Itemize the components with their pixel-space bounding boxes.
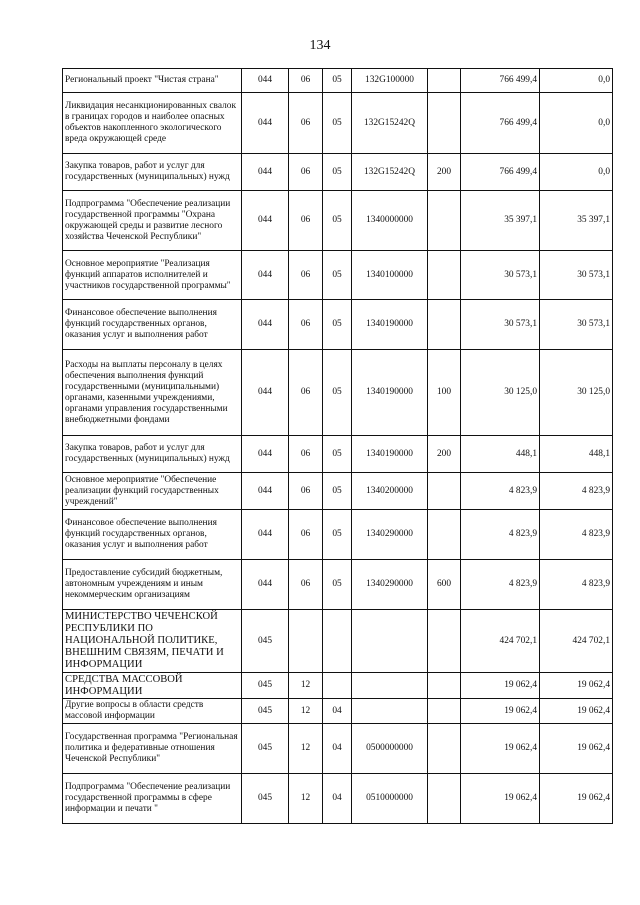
row-ministry-code: 044 (242, 473, 289, 510)
row-name: Подпрограмма "Обеспечение реализации государственной программы "Охрана окружающей среды и развитие лесного хозяйства Чеченской Республики" (63, 191, 242, 251)
row-sum-second: 19 062,4 (540, 774, 613, 824)
row-subsection-code: 05 (323, 69, 352, 93)
row-name: Ликвидация несанкционированных свалок в границах городов и наиболее опасных объектов накопленного экологического вреда окружающей среде (63, 93, 242, 154)
row-section-code: 06 (289, 93, 323, 154)
row-ministry-code: 044 (242, 510, 289, 560)
row-sum-first: 4 823,9 (461, 560, 540, 610)
row-target-code: 1340190000 (352, 436, 428, 473)
row-ministry-code: 044 (242, 191, 289, 251)
row-target-code: 1340290000 (352, 560, 428, 610)
row-sum-second: 0,0 (540, 69, 613, 93)
row-target-code (352, 673, 428, 699)
row-sum-second: 30 573,1 (540, 251, 613, 300)
table-row (63, 251, 613, 300)
row-expense-code: 100 (428, 350, 461, 436)
row-target-code: 132G15242Q (352, 93, 428, 154)
table-row (63, 93, 613, 154)
table-row (63, 774, 613, 824)
row-expense-code (428, 673, 461, 699)
row-name: Другие вопросы в области средств массовой информации (63, 699, 242, 724)
row-name: Финансовое обеспечение выполнения функций государственных органов, оказания услуг и выполнения работ (63, 510, 242, 560)
row-name: СРЕДСТВА МАССОВОЙ ИНФОРМАЦИИ (63, 673, 242, 699)
row-name: Закупка товаров, работ и услуг для государственных (муниципальных) нужд (63, 154, 242, 191)
row-sum-first: 30 573,1 (461, 251, 540, 300)
row-section-code: 06 (289, 436, 323, 473)
row-subsection-code: 05 (323, 154, 352, 191)
row-target-code: 1340100000 (352, 251, 428, 300)
row-ministry-code: 044 (242, 154, 289, 191)
row-subsection-code: 04 (323, 774, 352, 824)
row-section-code: 12 (289, 673, 323, 699)
row-section-code: 06 (289, 69, 323, 93)
row-target-code: 132G15242Q (352, 154, 428, 191)
row-ministry-code: 044 (242, 251, 289, 300)
row-ministry-code: 045 (242, 699, 289, 724)
row-section-code: 06 (289, 300, 323, 350)
page-number: 134 (309, 38, 331, 53)
row-expense-code (428, 610, 461, 673)
row-target-code: 1340190000 (352, 350, 428, 436)
row-name: МИНИСТЕРСТВО ЧЕЧЕНСКОЙ РЕСПУБЛИКИ ПО НАЦИОНАЛЬНОЙ ПОЛИТИКЕ, ВНЕШНИМ СВЯЗЯМ, ПЕЧАТИ И ИНФОРМАЦИИ (63, 610, 242, 673)
row-section-code (289, 610, 323, 673)
row-sum-first: 448,1 (461, 436, 540, 473)
row-expense-code (428, 699, 461, 724)
row-expense-code (428, 300, 461, 350)
row-section-code: 12 (289, 699, 323, 724)
row-subsection-code: 05 (323, 251, 352, 300)
row-section-code: 06 (289, 251, 323, 300)
row-ministry-code: 044 (242, 300, 289, 350)
row-sum-first: 19 062,4 (461, 673, 540, 699)
row-subsection-code: 04 (323, 699, 352, 724)
row-sum-first: 30 125,0 (461, 350, 540, 436)
row-sum-second: 4 823,9 (540, 510, 613, 560)
table-row (63, 191, 613, 251)
row-ministry-code: 044 (242, 436, 289, 473)
row-sum-first: 30 573,1 (461, 300, 540, 350)
row-sum-second: 4 823,9 (540, 473, 613, 510)
row-ministry-code: 044 (242, 93, 289, 154)
row-section-code: 06 (289, 350, 323, 436)
row-sum-first: 424 702,1 (461, 610, 540, 673)
row-subsection-code: 05 (323, 93, 352, 154)
row-ministry-code: 044 (242, 69, 289, 93)
row-target-code (352, 699, 428, 724)
row-subsection-code: 05 (323, 473, 352, 510)
row-sum-second: 448,1 (540, 436, 613, 473)
row-subsection-code (323, 673, 352, 699)
row-target-code (352, 610, 428, 673)
table-row (63, 510, 613, 560)
row-name: Основное мероприятие "Обеспечение реализации функций государственных учреждений" (63, 473, 242, 510)
row-sum-first: 19 062,4 (461, 774, 540, 824)
row-ministry-code: 045 (242, 724, 289, 774)
row-sum-second: 0,0 (540, 154, 613, 191)
row-subsection-code (323, 610, 352, 673)
row-section-code: 06 (289, 154, 323, 191)
row-sum-first: 4 823,9 (461, 510, 540, 560)
row-sum-first: 4 823,9 (461, 473, 540, 510)
row-subsection-code: 05 (323, 436, 352, 473)
row-ministry-code: 045 (242, 610, 289, 673)
row-target-code: 1340190000 (352, 300, 428, 350)
row-ministry-code: 045 (242, 774, 289, 824)
row-subsection-code: 05 (323, 300, 352, 350)
row-sum-second: 0,0 (540, 93, 613, 154)
row-ministry-code: 045 (242, 673, 289, 699)
table-row (63, 350, 613, 436)
row-subsection-code: 05 (323, 191, 352, 251)
row-subsection-code: 05 (323, 510, 352, 560)
table-row (63, 473, 613, 510)
row-subsection-code: 04 (323, 724, 352, 774)
row-sum-first: 766 499,4 (461, 154, 540, 191)
table-row (63, 560, 613, 610)
row-target-code: 1340000000 (352, 191, 428, 251)
row-ministry-code: 044 (242, 350, 289, 436)
table-row (63, 699, 613, 724)
row-section-code: 06 (289, 191, 323, 251)
row-section-code: 12 (289, 774, 323, 824)
row-subsection-code: 05 (323, 350, 352, 436)
row-name: Региональный проект "Чистая страна" (63, 69, 242, 93)
row-expense-code (428, 251, 461, 300)
row-subsection-code: 05 (323, 560, 352, 610)
row-name: Основное мероприятие "Реализация функций аппаратов исполнителей и участников государственной программы" (63, 251, 242, 300)
row-expense-code: 200 (428, 436, 461, 473)
row-sum-second: 19 062,4 (540, 724, 613, 774)
row-sum-second: 30 573,1 (540, 300, 613, 350)
row-expense-code (428, 774, 461, 824)
row-sum-second: 30 125,0 (540, 350, 613, 436)
row-name: Расходы на выплаты персоналу в целях обеспечения выполнения функций государственными (муниципальными) органами, казенными учреждениями, органами управления государственными внебюджетными фондами (63, 350, 242, 436)
row-section-code: 06 (289, 560, 323, 610)
row-sum-second: 19 062,4 (540, 673, 613, 699)
table-row (63, 69, 613, 93)
row-target-code: 0500000000 (352, 724, 428, 774)
row-expense-code (428, 191, 461, 251)
row-sum-first: 35 397,1 (461, 191, 540, 251)
row-section-code: 12 (289, 724, 323, 774)
row-sum-second: 424 702,1 (540, 610, 613, 673)
row-ministry-code: 044 (242, 560, 289, 610)
row-target-code: 132G100000 (352, 69, 428, 93)
row-name: Предоставление субсидий бюджетным, автономным учреждениям и иным некоммерческим организациям (63, 560, 242, 610)
table-row (63, 436, 613, 473)
row-expense-code (428, 724, 461, 774)
row-sum-second: 35 397,1 (540, 191, 613, 251)
row-expense-code (428, 510, 461, 560)
budget-table (62, 68, 613, 824)
row-expense-code (428, 473, 461, 510)
table-row (63, 154, 613, 191)
row-expense-code: 200 (428, 154, 461, 191)
row-target-code: 1340200000 (352, 473, 428, 510)
row-sum-first: 766 499,4 (461, 69, 540, 93)
row-sum-second: 19 062,4 (540, 699, 613, 724)
table-row (63, 724, 613, 774)
row-expense-code (428, 69, 461, 93)
row-name: Закупка товаров, работ и услуг для государственных (муниципальных) нужд (63, 436, 242, 473)
table-row (63, 610, 613, 673)
row-sum-first: 19 062,4 (461, 724, 540, 774)
row-sum-second: 4 823,9 (540, 560, 613, 610)
row-section-code: 06 (289, 473, 323, 510)
row-sum-first: 766 499,4 (461, 93, 540, 154)
row-expense-code (428, 93, 461, 154)
row-name: Государственная программа "Региональная политика и федеративные отношения Чеченской Республики" (63, 724, 242, 774)
row-sum-first: 19 062,4 (461, 699, 540, 724)
row-expense-code: 600 (428, 560, 461, 610)
table-row (63, 300, 613, 350)
row-target-code: 0510000000 (352, 774, 428, 824)
row-target-code: 1340290000 (352, 510, 428, 560)
table-row (63, 673, 613, 699)
row-name: Финансовое обеспечение выполнения функций государственных органов, оказания услуг и выполнения работ (63, 300, 242, 350)
row-section-code: 06 (289, 510, 323, 560)
row-name: Подпрограмма "Обеспечение реализации государственной программы в сфере информации и печати " (63, 774, 242, 824)
